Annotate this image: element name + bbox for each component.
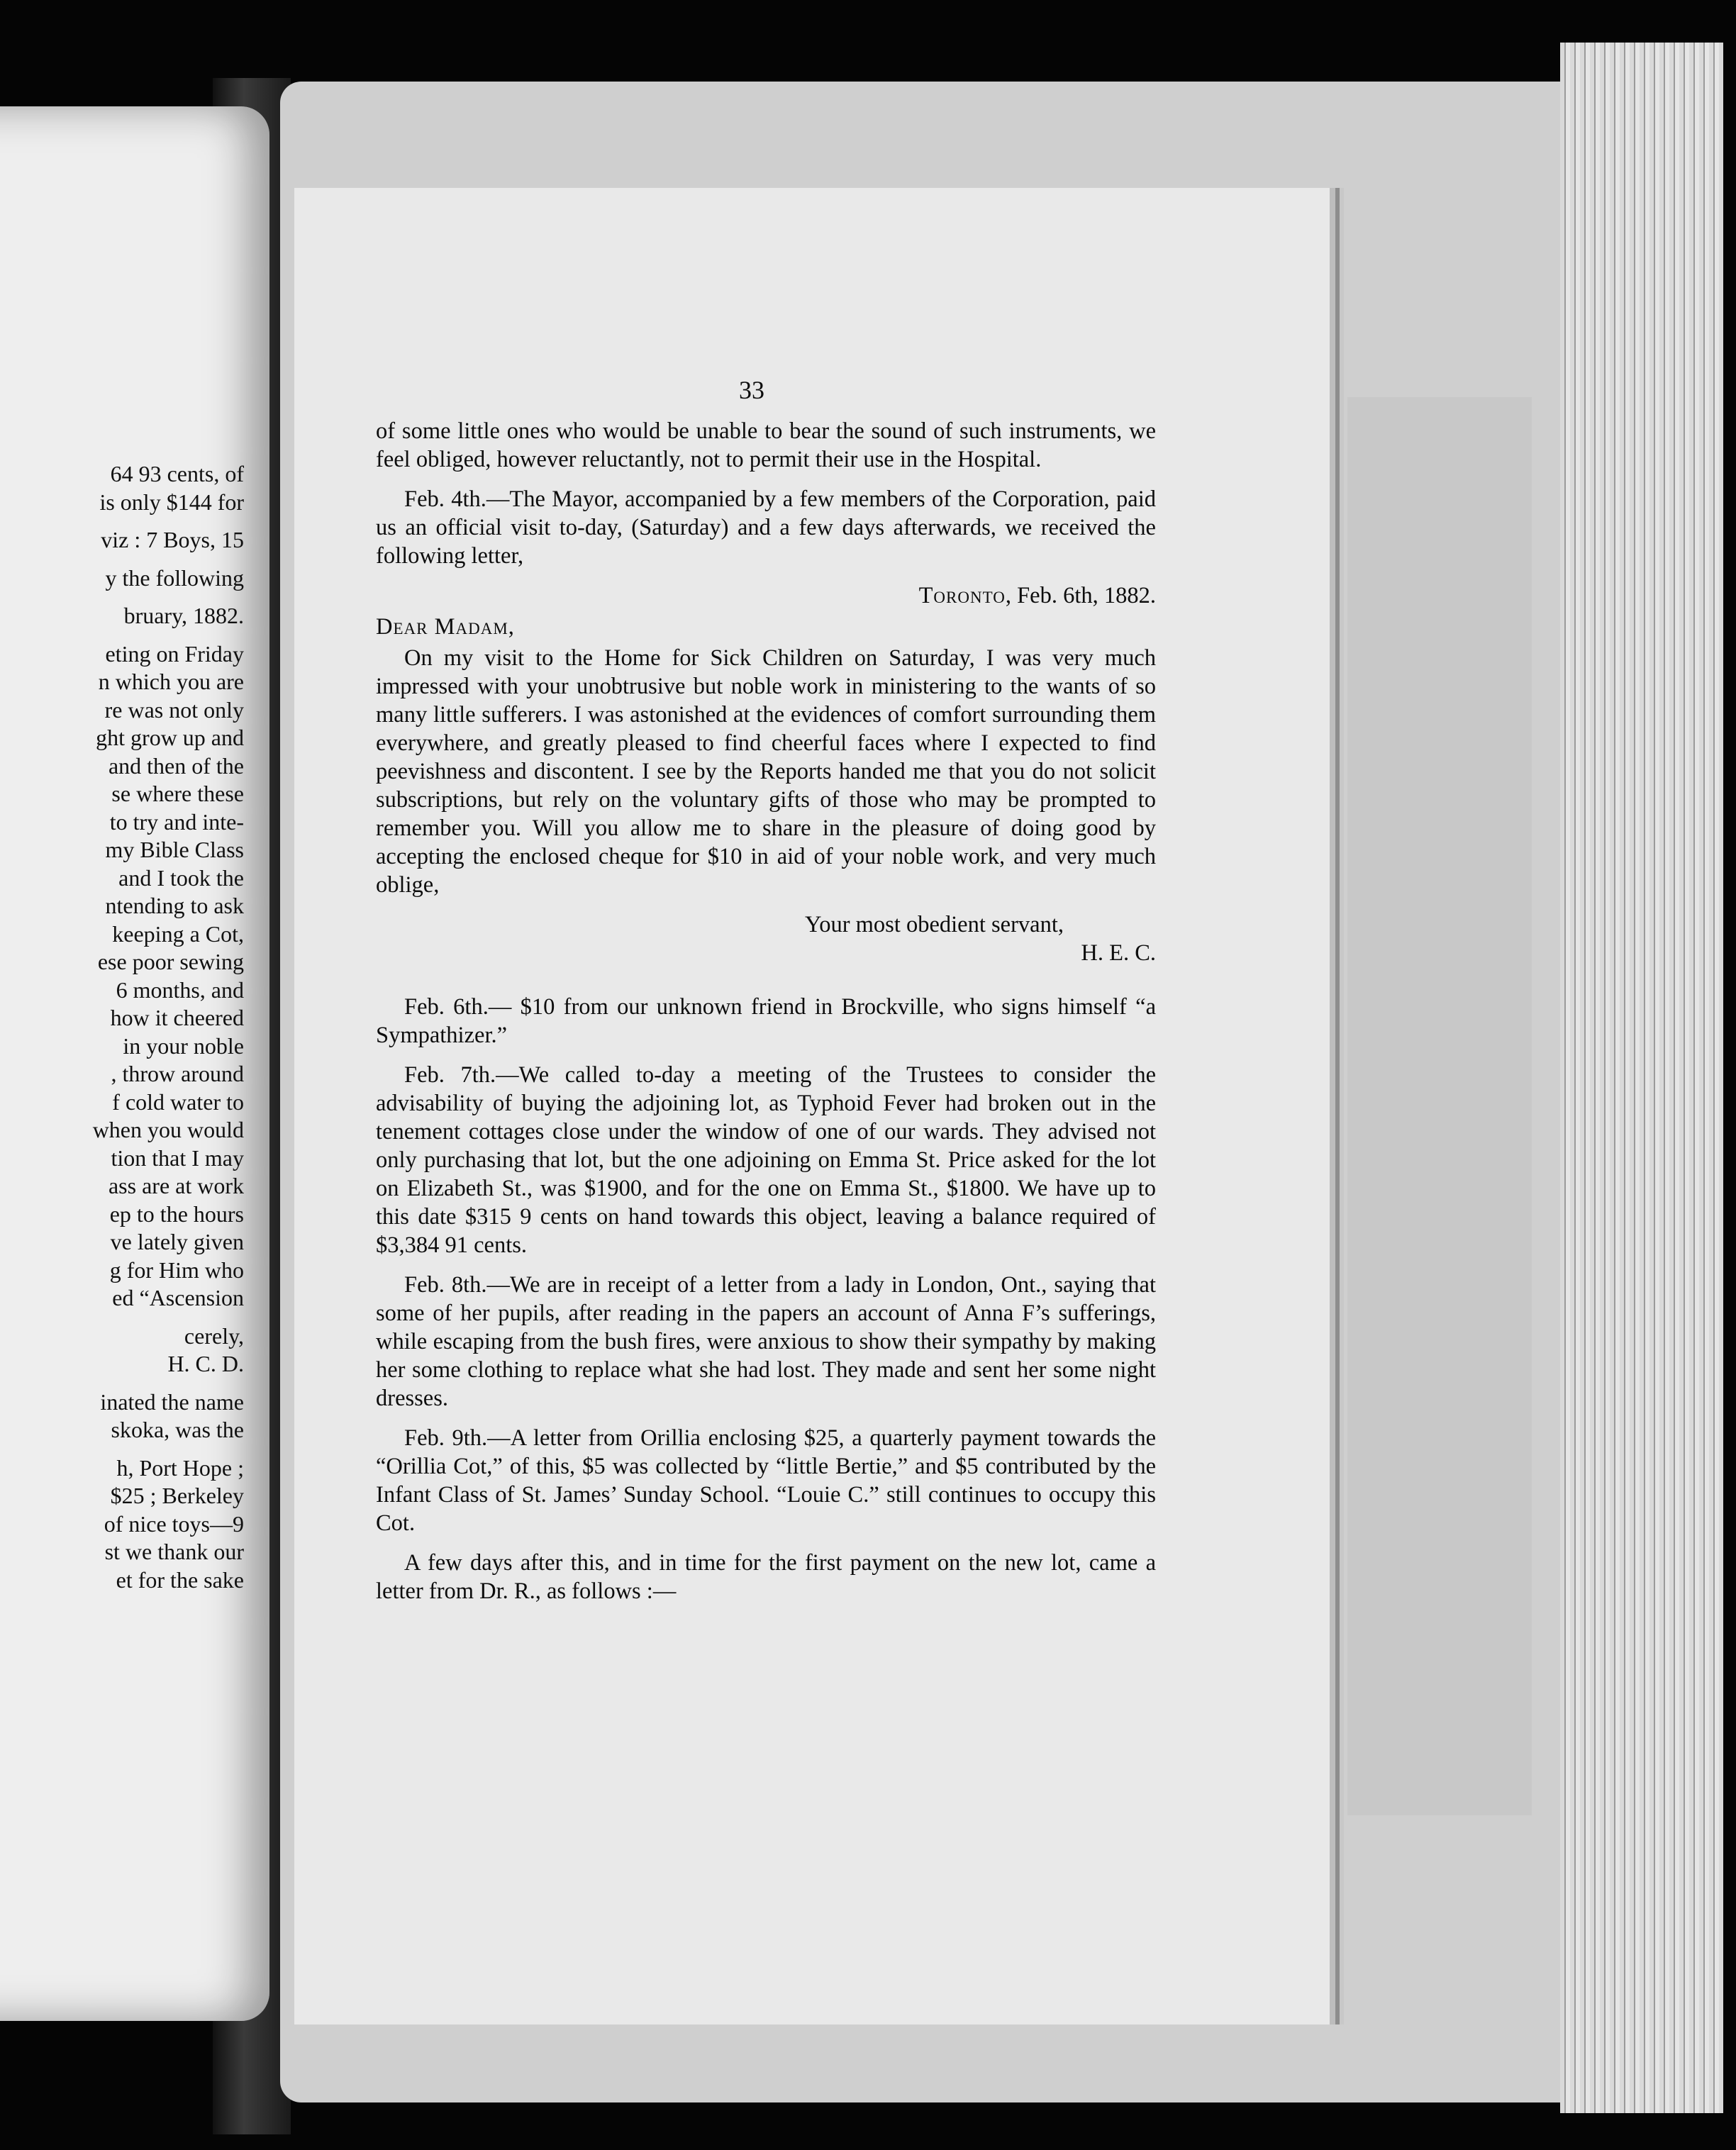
dateline-city: Toronto — [918, 583, 1006, 608]
letter-dateline — [376, 581, 1156, 610]
paragraph-feb-7: Feb. 7th.—We called to-day a meeting of the Trustees to consider the advisability of buying the adjoining lot, as Typhoid Fever had broken out in the tenement cottages close under the window of one of our wards. They advised not only purchasing that lot, but the one adjoining on Emma St. Price asked for the lot on Elizabeth St., was $1900, and for the one on Emma St., $1800. We have up to this date $315 9 cents on hand towards this object, leaving a balance required of $3,384 91 cents. — [376, 1062, 1156, 1258]
left-page-line: ed “Ascension — [112, 1285, 244, 1310]
page-number: 33 — [739, 376, 764, 404]
left-page — [0, 106, 269, 2021]
facing-plate — [1347, 397, 1532, 1815]
paragraph-closing: A few days after this, and in time for the first payment on the new lot, came a letter from Dr. R., as follows :— — [376, 1550, 1156, 1604]
left-page-line: , throw around — [111, 1061, 244, 1086]
left-page-line: eting on Friday — [105, 640, 244, 667]
left-page-line: of nice toys—9 — [104, 1510, 244, 1537]
left-page-line: 6 months, and — [116, 976, 244, 1003]
left-page-line: ght grow up and — [96, 725, 244, 750]
left-page-line: ep to the hours — [109, 1201, 244, 1227]
page-text — [376, 376, 1156, 1617]
paragraph-feb-8: Feb. 8th.—We are in receipt of a letter from a lady in London, Ont., saying that some of her pupils, after reading in the papers an account of Anna F’s sufferings, while escaping from the bush fires, were anxious to show their sympathy by making her some clothing to replace what she had lost. They made and sent her some night dresses. — [376, 1272, 1156, 1411]
page-edges — [1560, 43, 1723, 2113]
left-page-line: n which you are — [98, 669, 244, 694]
left-page-line: bruary, 1882. — [123, 603, 244, 628]
paragraph-continuation: of some little ones who would be unable to bear the sound of such instruments, we feel obliged, however reluctantly, not to permit their use in the Hospital. — [376, 418, 1156, 472]
left-page-line: et for the sake — [116, 1566, 244, 1593]
left-page-line: $25 ; Berkeley — [110, 1483, 244, 1508]
left-page-line: to try and inte- — [109, 808, 244, 835]
left-page-line: ntending to ask — [105, 893, 244, 918]
left-page-line: ve lately given — [110, 1229, 244, 1254]
left-page-line: inated the name — [100, 1388, 244, 1415]
letter-body: On my visit to the Home for Sick Children on Saturday, I was very much impressed with your unobtrusive but noble work in ministering to the wants of so many little sufferers. I was astonished at the evidences of comfort surrounding them everywhere, and greatly pleased to find cheerful faces where I expected to find peevishness and discontent. I see by the Reports handed me that you do not solicit subscriptions, but rely on the voluntary gifts of those who may be prompted to remember you. Will you allow me to share in the pleasure of doing good by accepting the enclosed cheque for $10 in aid of your noble work, and very much oblige, — [376, 645, 1156, 898]
left-page-line: re was not only — [104, 696, 244, 723]
paragraph-feb-6: Feb. 6th.— $10 from our unknown friend in Brockville, who signs himself “a Sympathizer.” — [376, 994, 1156, 1048]
dateline-date: , Feb. 6th, 1882. — [1005, 583, 1156, 608]
left-page-line: tion that I may — [111, 1144, 244, 1171]
left-page-line: f cold water to — [112, 1088, 244, 1115]
letter-closing: Your most obedient servant, — [804, 912, 1064, 937]
left-page-line: skoka, was the — [111, 1417, 244, 1442]
left-page-line: y the following — [105, 564, 244, 591]
left-page-line: my Bible Class — [105, 837, 244, 862]
left-page-line: ese poor sewing — [97, 949, 244, 974]
paragraph-feb-9: Feb. 9th.—A letter from Orillia enclosing $25, a quarterly payment towards the “Orillia Cot,” of this, $5 was collected by “little Bertie,” and $5 contributed by the Infant Class of St. James’ Sunday School. “Louie C.” still continues to occupy this Cot. — [376, 1425, 1156, 1536]
left-page-line: how it cheered — [110, 1005, 244, 1030]
left-page-line: in your noble — [123, 1032, 244, 1059]
left-page-line: is only $144 for — [99, 489, 244, 515]
left-page-line: viz : 7 Boys, 15 — [101, 527, 244, 552]
left-page-line: H. C. D. — [167, 1351, 244, 1376]
left-page-line: and then of the — [108, 752, 244, 779]
left-page-line: when you would — [92, 1117, 244, 1142]
left-page-line: cerely, — [184, 1322, 244, 1349]
left-page-line: ass are at work — [108, 1173, 244, 1198]
paragraph-feb-4: Feb. 4th.—The Mayor, accompanied by a few members of the Corporation, paid us an official visit to-day, (Saturday) and a few days afterwards, we received the following letter, — [376, 486, 1156, 569]
left-page-line: h, Port Hope ; — [116, 1454, 244, 1481]
left-page-line: and I took the — [118, 864, 244, 891]
left-page-line: 64 93 cents, of — [110, 461, 244, 486]
left-page-line: se where these — [111, 781, 244, 806]
left-page-line: st we thank our — [104, 1539, 244, 1564]
left-page-line: g for Him who — [109, 1257, 244, 1283]
left-page-line: keeping a Cot, — [112, 920, 244, 947]
letter-salutation: Dear Madam, — [376, 614, 515, 640]
letter-signature: H. E. C. — [1081, 940, 1156, 966]
